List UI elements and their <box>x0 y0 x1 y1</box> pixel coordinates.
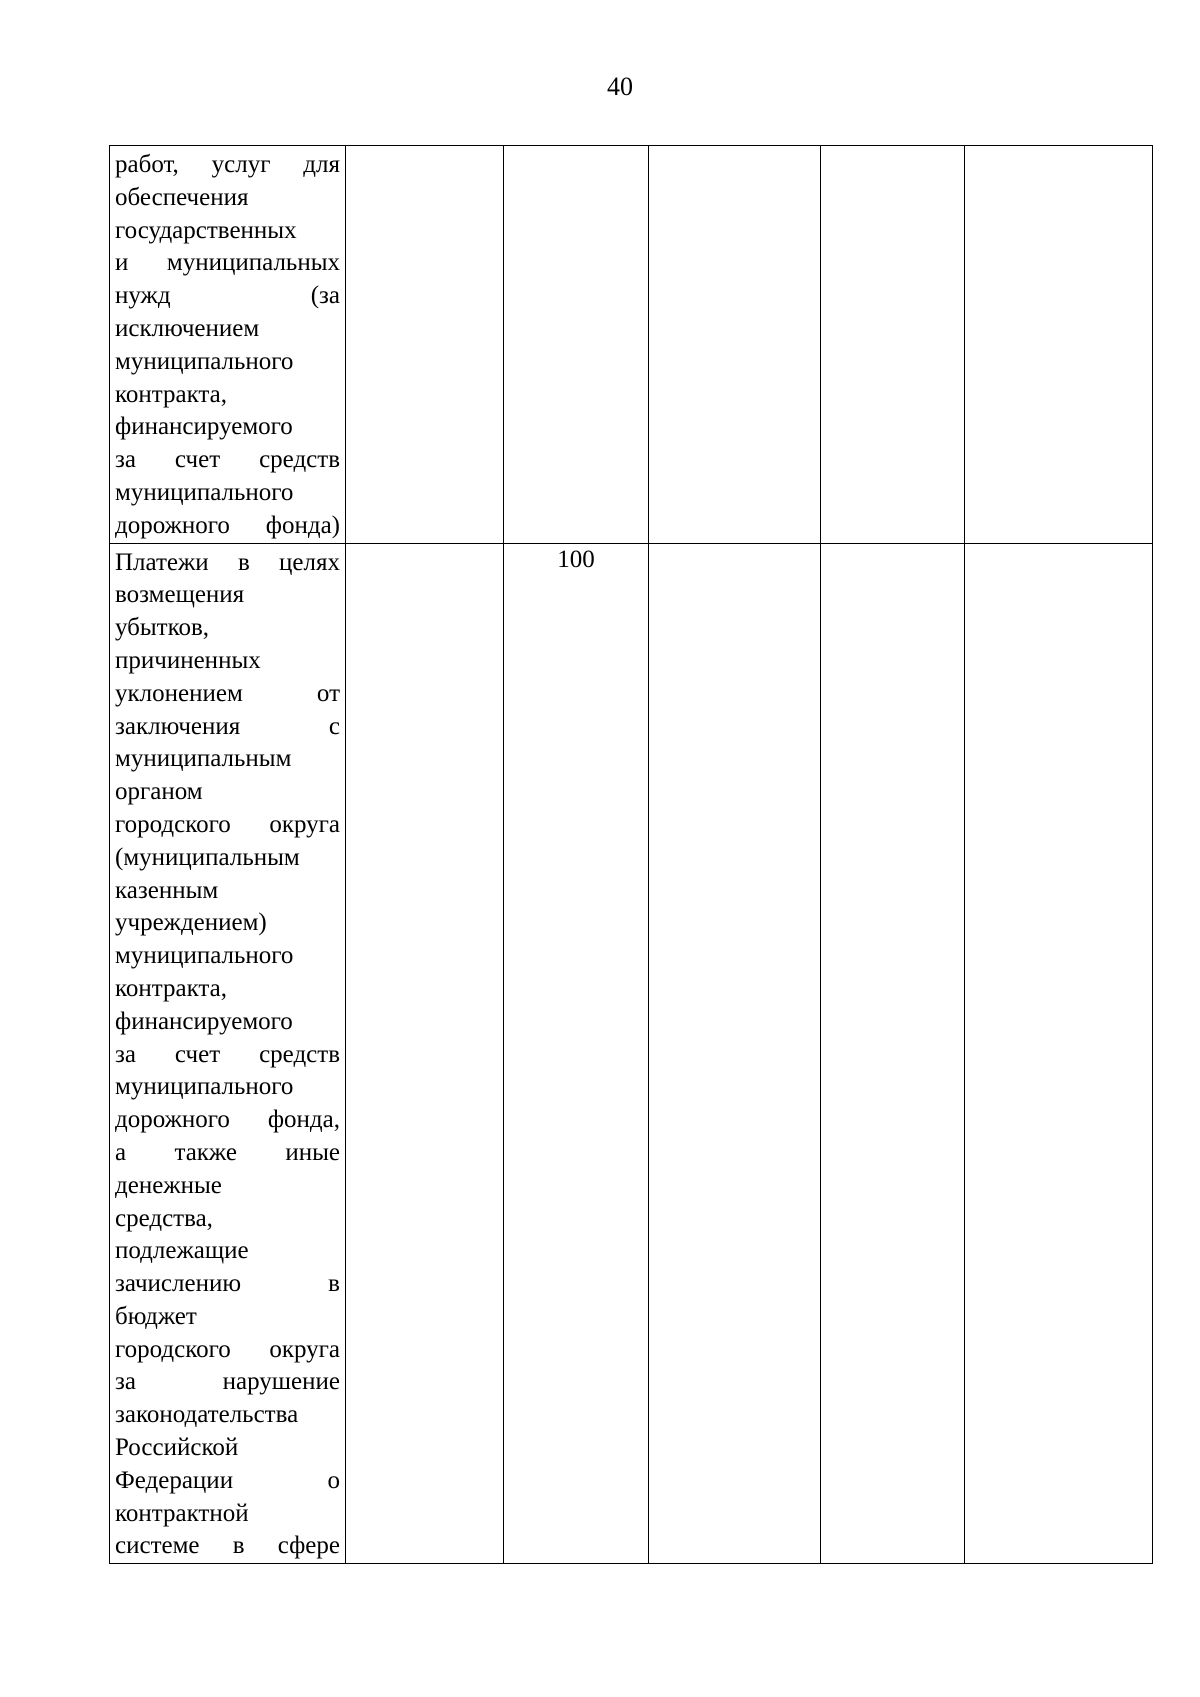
text-line: обеспечения <box>115 183 249 211</box>
text-line: муниципального <box>115 347 294 375</box>
text-line: средства, <box>115 1204 213 1232</box>
text-line: за счет средств <box>115 1040 340 1068</box>
table-cell <box>965 543 1153 1564</box>
text-line: дорожного фонда) <box>115 511 340 539</box>
text-line: нужд (за <box>115 282 340 310</box>
text-line: Федерации о <box>115 1466 340 1494</box>
text-line: органом <box>115 778 203 806</box>
table-row <box>110 543 1153 1564</box>
table-cell <box>346 146 504 544</box>
text-line: за нарушение <box>115 1368 340 1396</box>
text-line: контракта, <box>115 974 227 1002</box>
text-line: уклонением от <box>115 679 340 707</box>
text-line: финансируемого <box>115 1007 293 1035</box>
text-line: заключения с <box>115 712 340 740</box>
text-line: законодательства <box>115 1401 299 1429</box>
text-line: убытков, <box>115 614 210 642</box>
text-line: возмещения <box>115 581 245 609</box>
text-line: зачислению в <box>115 1270 340 1298</box>
table-cell <box>649 146 821 544</box>
text-line: муниципального <box>115 478 294 506</box>
text-line: работ, услуг для <box>115 151 340 178</box>
text-line: дорожного фонда, <box>115 1106 340 1134</box>
table-cell <box>346 543 504 1564</box>
text-line: бюджет <box>115 1302 197 1330</box>
row-description-cell <box>110 146 346 544</box>
table-cell <box>649 543 821 1564</box>
table-cell <box>821 543 965 1564</box>
text-line: финансируемого <box>115 413 293 441</box>
text-line: Российской <box>115 1434 239 1462</box>
text-line: (муниципальным <box>115 843 300 871</box>
text-line: за счет средств <box>115 446 340 474</box>
row-description-cell <box>110 543 346 1564</box>
budget-table <box>109 145 1153 1564</box>
text-line: муниципальным <box>115 745 292 773</box>
text-line: городского округа <box>115 1335 340 1363</box>
text-line: исключением <box>115 314 260 342</box>
text-line: муниципального <box>115 1073 294 1101</box>
table-row <box>110 146 1153 544</box>
text-line: учреждением) <box>115 909 267 937</box>
table-cell <box>821 146 965 544</box>
row-description <box>110 146 345 543</box>
text-line: и муниципальных <box>115 249 340 277</box>
page-number: 40 <box>607 72 633 101</box>
text-line: государственных <box>115 216 297 244</box>
text-line: подлежащие <box>115 1237 249 1265</box>
text-line: городского округа <box>115 810 340 838</box>
text-line: контрактной <box>115 1499 249 1527</box>
table-cell <box>504 146 649 544</box>
table-cell <box>965 146 1153 544</box>
text-line: Платежи в целях <box>115 548 340 576</box>
text-line: казенным <box>115 876 219 904</box>
table-cell-value: 100 <box>504 543 649 1564</box>
text-line: контракта, <box>115 380 227 408</box>
text-line: муниципального <box>115 942 294 970</box>
text-line: денежные <box>115 1171 222 1199</box>
row-description <box>110 544 345 1564</box>
text-line: системе в сфере <box>115 1532 340 1560</box>
text-line: причиненных <box>115 646 261 674</box>
text-line: а также иные <box>115 1138 340 1166</box>
